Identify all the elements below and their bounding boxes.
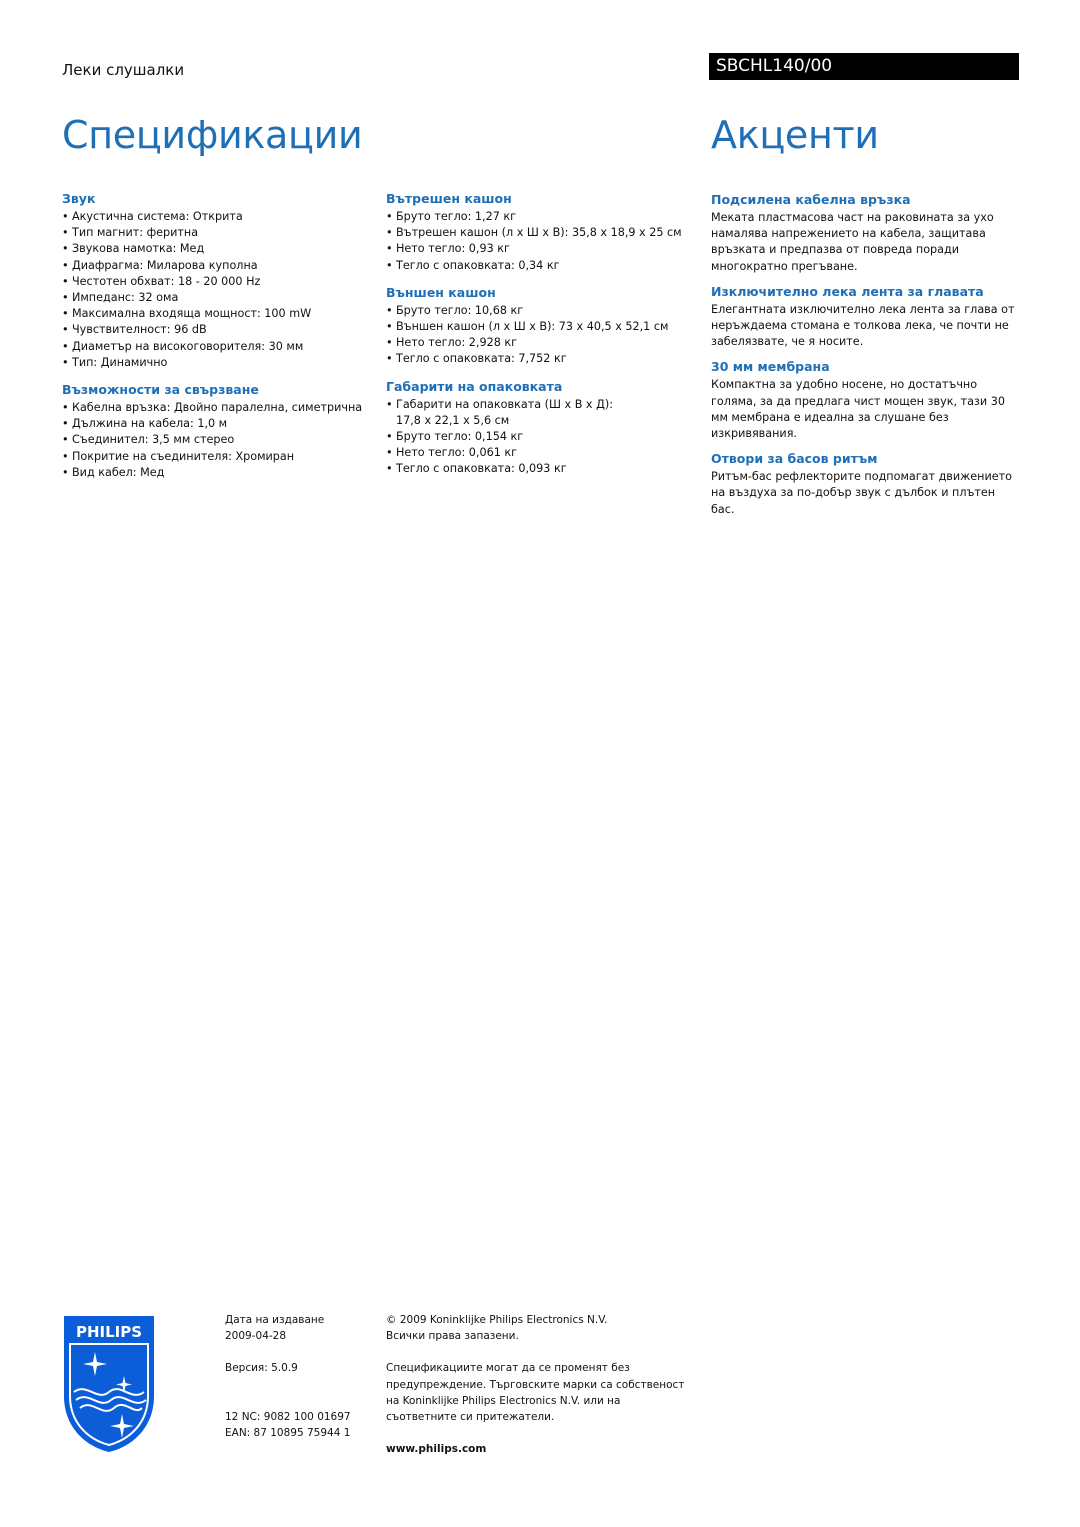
- model-number: SBCHL140/00: [716, 56, 833, 76]
- spec-item: • Честотен обхват: 18 - 20 000 Hz: [62, 274, 382, 290]
- spec-item: • Импеданс: 32 ома: [62, 290, 382, 306]
- highlight-heading: 30 мм мембрана: [711, 359, 830, 375]
- highlight-heading: Отвори за басов ритъм: [711, 451, 878, 467]
- highlight-text: Елегантната изключително лека лента за глава от неръждаема стомана е толкова лека, че почти не забелязвате, че я носите.: [711, 302, 1015, 349]
- version: Версия: 5.0.9: [225, 1362, 298, 1375]
- website-link[interactable]: www.philips.com: [386, 1443, 487, 1456]
- spec-section-heading: Звук: [62, 191, 96, 206]
- spec-item: • Дължина на кабела: 1,0 м: [62, 416, 382, 432]
- spec-section-connectivity: [62, 382, 382, 481]
- spec-section-heading: Външен кашон: [386, 284, 496, 300]
- spec-section-heading: Габарити на опаковката: [386, 378, 563, 394]
- spec-item: • Тегло с опаковката: 0,093 кг: [386, 461, 706, 477]
- spec-item: • Нето тегло: 2,928 кг: [386, 335, 706, 351]
- nc-code: 12 NC: 9082 100 01697: [225, 1410, 351, 1423]
- spec-section-sound: [62, 191, 382, 371]
- spec-item: • Акустична система: Открита: [62, 209, 382, 225]
- ean-code: EAN: 87 10895 75944 1: [225, 1426, 351, 1439]
- spec-item: • Нето тегло: 0,061 кг: [386, 445, 706, 461]
- spec-item-continuation: 17,8 x 22,1 x 5,6 см: [396, 413, 510, 427]
- disclaimer-line: предупреждение. Търговските марки са собственост: [386, 1378, 685, 1391]
- highlights-title: Акценти: [711, 113, 879, 157]
- spec-item: [386, 397, 706, 429]
- spec-item: • Диаметър на високоговорителя: 30 мм: [62, 339, 382, 355]
- highlight-block: [711, 451, 1021, 518]
- highlight-text: Ритъм-бас рефлекторите подпомагат движението на въздуха за по-добър звук с дълбок и плътен бас.: [711, 470, 1012, 516]
- issue-date-label: Дата на издаване: [225, 1314, 325, 1326]
- specs-column-1: [62, 191, 382, 492]
- footer-meta: [225, 1312, 365, 1441]
- spec-item: • Тип: Динамично: [62, 355, 382, 371]
- specs-column-2: [386, 191, 706, 489]
- spec-item: • Максимална входяща мощност: 100 mW: [62, 306, 382, 322]
- spec-item: • Външен кашон (л x Ш x В): 73 x 40,5 x 52,1 см: [386, 319, 706, 335]
- specifications-title: Спецификации: [62, 113, 363, 157]
- spec-item-text: Габарити на опаковката (Ш x В x Д):: [396, 397, 613, 411]
- spec-section-outer-carton: [386, 285, 706, 368]
- spec-item: • Съединител: 3,5 мм стерео: [62, 432, 382, 448]
- highlight-block: [711, 192, 1021, 275]
- spec-item: • Бруто тегло: 10,68 кг: [386, 303, 706, 319]
- spec-item: • Вътрешен кашон (л x Ш x В): 35,8 x 18,9 x 25 см: [386, 225, 706, 241]
- spec-section-packaging-dimensions: [386, 379, 706, 478]
- spec-item: • Тегло с опаковката: 7,752 кг: [386, 351, 706, 367]
- spec-item: • Тегло с опаковката: 0,34 кг: [386, 258, 706, 274]
- spec-section-heading: Вътрешен кашон: [386, 191, 512, 206]
- issue-date: 2009-04-28: [225, 1330, 287, 1343]
- product-subtitle: Леки слушалки: [62, 61, 185, 79]
- spec-item: • Вид кабел: Мед: [62, 465, 382, 481]
- spec-item: • Диафрагма: Миларова куполна: [62, 258, 382, 274]
- model-number-bar: [709, 53, 1019, 80]
- spec-section-inner-carton: [386, 191, 706, 274]
- spec-item: • Чувствителност: 96 dB: [62, 322, 382, 338]
- disclaimer-line: Спецификациите могат да се променят без: [386, 1362, 630, 1375]
- spec-item: • Бруто тегло: 0,154 кг: [386, 429, 706, 445]
- highlight-text: Компактна за удобно носене, но достатъчно голяма, за да предлага чист мощен звук, тази 30 мм мембрана е идеална за слушане без изкривявания.: [711, 378, 1005, 441]
- spec-item: • Нето тегло: 0,93 кг: [386, 241, 706, 257]
- highlights-column: [711, 192, 1021, 527]
- philips-shield-logo: [62, 1314, 156, 1454]
- spec-item: • Звукова намотка: Мед: [62, 241, 382, 257]
- highlight-block: [711, 284, 1021, 351]
- disclaimer-line: съответните си притежатели.: [386, 1411, 555, 1424]
- highlight-text: Меката пластмасова част на раковината за ухо намалява напрежението на кабела, защитава връзката и предпазва от повреда поради многократно прегъване.: [711, 211, 994, 273]
- spec-item: • Кабелна връзка: Двойно паралелна, симетрична: [62, 400, 382, 416]
- svg-text:PHILIPS: PHILIPS: [75, 1323, 143, 1341]
- disclaimer-line: на Koninklijke Philips Electronics N.V. или на: [386, 1394, 621, 1407]
- spec-section-heading: Възможности за свързване: [62, 382, 259, 398]
- copyright: © 2009 Koninklijke Philips Electronics N.V.: [386, 1314, 608, 1326]
- spec-item: • Покритие на съединителя: Хромиран: [62, 449, 382, 465]
- footer-legal: [386, 1312, 706, 1457]
- highlight-heading: Изключително лека лента за главата: [711, 283, 984, 299]
- highlight-heading: Подсилена кабелна връзка: [711, 192, 911, 207]
- highlight-block: [711, 359, 1021, 442]
- spec-item: • Тип магнит: феритна: [62, 225, 382, 241]
- spec-item: • Бруто тегло: 1,27 кг: [386, 209, 706, 225]
- rights: Всички права запазени.: [386, 1330, 519, 1343]
